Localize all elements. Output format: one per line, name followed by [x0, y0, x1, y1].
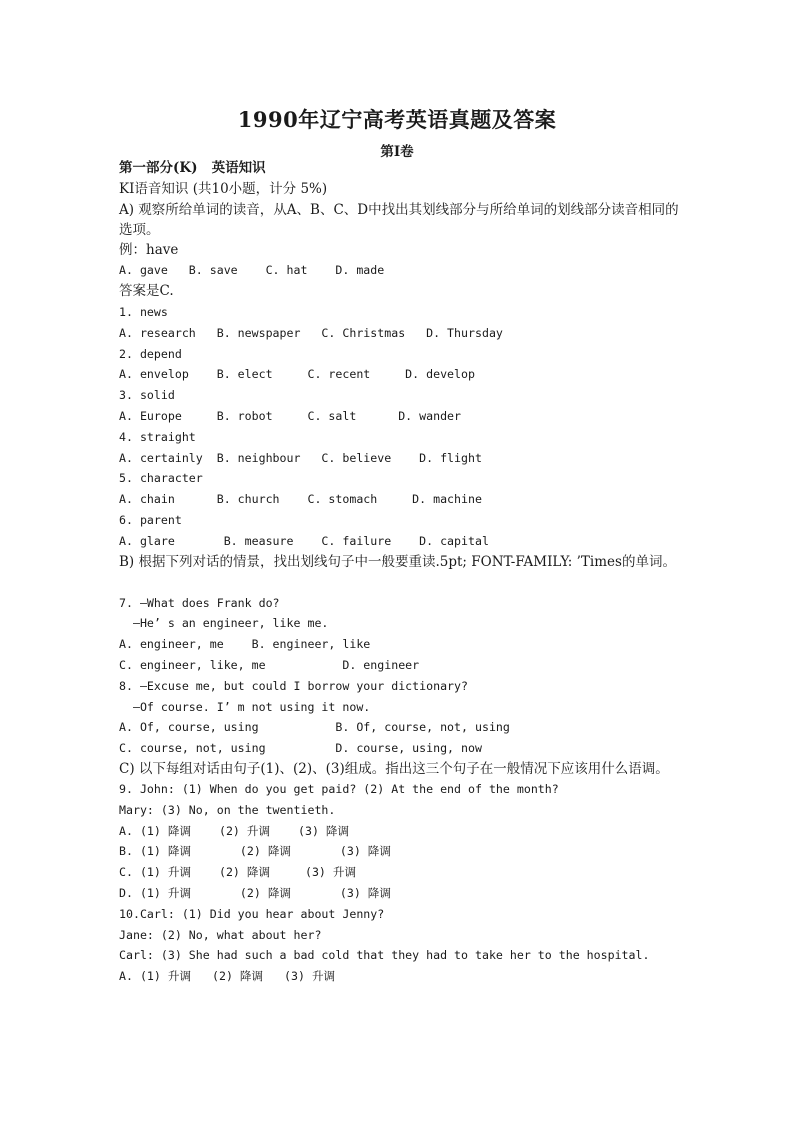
example-options: A. gave B. save C. hat D. made: [119, 263, 385, 278]
question-10-option-a: A. (1) 升调 (2) 降调 (3) 升调: [119, 969, 336, 984]
question-3-options: A. Europe B. robot C. salt D. wander: [119, 408, 462, 423]
question-10-reply: Jane: (2) No, what about her?: [119, 927, 322, 942]
question-8-reply: —Of course. I’ m not using it now.: [119, 699, 371, 714]
question-8: 8. —Excuse me, but could I borrow your dictionary?: [119, 678, 469, 693]
question-2: 2. depend: [119, 346, 182, 361]
question-7-options-cd: C. engineer, like, me D. engineer: [119, 657, 420, 672]
question-9-option-c: C. (1) 升调 (2) 降调 (3) 升调: [119, 865, 357, 880]
instruction-b: B) 根据下列对话的情景，找出划线句子中一般要重读.5pt; FONT-FAMILY: ’Times的单词。: [119, 553, 676, 570]
question-2-options: A. envelop B. elect C. recent D. develop: [119, 367, 475, 382]
question-5: 5. character: [119, 471, 203, 486]
document-body: [119, 158, 689, 987]
question-10-followup: Carl: (3) She had such a bad cold that they had to take her to the hospital.: [119, 948, 650, 963]
question-7-options-ab: A. engineer, me B. engineer, like: [119, 637, 371, 652]
question-9-option-a: A. (1) 降调 (2) 升调 (3) 降调: [119, 823, 350, 838]
section-heading: 第一部分(K) 英语知识: [119, 160, 266, 176]
question-8-options-ab: A. Of, course, using B. Of, course, not, using: [119, 720, 510, 735]
volume-heading: 第I卷: [380, 144, 414, 160]
question-4: 4. straight: [119, 429, 196, 444]
subsection-heading: KI语音知识 (共10小题，计分 5%): [119, 180, 328, 197]
instruction-c: C) 以下每组对话由句子(1)、(2)、(3)组成。指出这三个句子在一般情况下应该用什么语调。: [119, 760, 669, 777]
instruction-a: A) 观察所给单词的读音，从A、B、C、D中找出其划线部分与所给单词的划线部分读音相同的选项。: [119, 201, 679, 238]
example-word: 例：have: [119, 241, 179, 258]
question-6-options: A. glare B. measure C. failure D. capital: [119, 533, 489, 548]
question-7: 7. —What does Frank do?: [119, 595, 280, 610]
blank-line: [119, 572, 689, 593]
page-title: 1990年辽宁高考英语真题及答案: [237, 107, 557, 132]
question-1: 1. news: [119, 304, 168, 319]
question-5-options: A. chain B. church C. stomach D. machine: [119, 492, 482, 507]
question-1-options: A. research B. newspaper C. Christmas D. Thursday: [119, 325, 503, 340]
question-9-reply: Mary: (3) No, on the twentieth.: [119, 802, 336, 817]
question-9-option-b: B. (1) 降调 (2) 降调 (3) 降调: [119, 844, 391, 859]
question-7-reply: —He’ s an engineer, like me.: [119, 616, 329, 631]
question-9-option-d: D. (1) 升调 (2) 降调 (3) 降调: [119, 885, 391, 900]
question-10: 10.Carl: (1) Did you hear about Jenny?: [119, 906, 385, 921]
question-8-options-cd: C. course, not, using D. course, using, now: [119, 741, 482, 756]
question-9: 9. John: (1) When do you get paid? (2) At the end of the month?: [119, 781, 559, 796]
question-3: 3. solid: [119, 388, 175, 403]
question-6: 6. parent: [119, 512, 182, 527]
example-answer: 答案是C.: [119, 283, 174, 300]
question-4-options: A. certainly B. neighbour C. believe D. flight: [119, 450, 482, 465]
